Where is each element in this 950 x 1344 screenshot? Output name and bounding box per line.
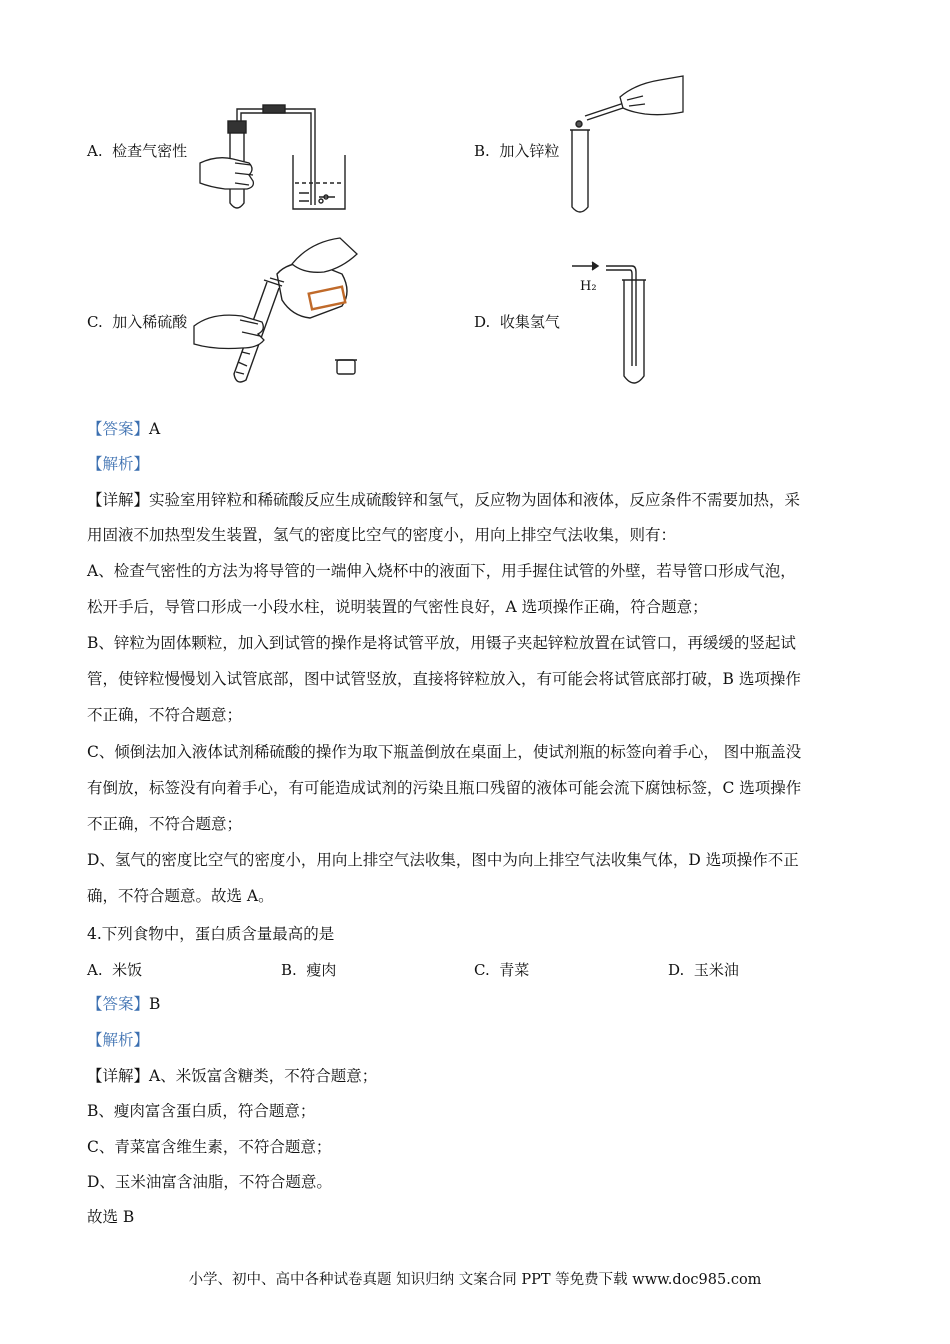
q3-answer: A (149, 420, 161, 438)
option-d-text: 收集氢气 (499, 313, 560, 331)
q3-detail-line-7: 不正确，不符合题意； (87, 706, 243, 724)
q3-detail-line-6: 管，使锌粒慢慢划入试管底部，图中试管竖放，直接将锌粒放入，有可能会将试管底部打破，B 选项操作 (87, 670, 801, 688)
option-d (474, 311, 560, 332)
q3-detail-line-2: 用固液不加热型发生装置，氢气的密度比空气的密度小，用向上排空气法收集，则有： (87, 526, 677, 544)
q3-detail-text-1: 实验室用锌粒和稀硫酸反应生成硫酸锌和氢气，反应物为固体和液体，反应条件不需要加热，采 (149, 491, 801, 509)
q4-stem: 4.下列食物中，蛋白质含量最高的是 (87, 925, 335, 943)
page-footer: 小学、初中、高中各种试卷真题 知识归纳 文案合同 PPT 等免费下载 www.doc985.com (188, 1272, 762, 1288)
q4-detail-label: 【详解】 (87, 1067, 150, 1085)
figure-adding-zinc (565, 72, 685, 217)
q3-detail-line-12: 确，不符合题意。故选 A。 (87, 887, 274, 905)
option-c (87, 311, 187, 332)
figure-collecting-hydrogen (568, 258, 668, 390)
option-c-letter: C. (87, 313, 103, 331)
h2-label: H₂ (580, 279, 597, 294)
q4-answer: B (149, 995, 161, 1013)
q4-option-d-text: 玉米油 (693, 961, 739, 979)
q3-detail-line-1 (87, 490, 800, 510)
q4-option-c (474, 959, 529, 980)
q3-detail-line-8: C、倾倒法加入液体试剂稀硫酸的操作为取下瓶盖倒放在桌面上，使试剂瓶的标签向着手心， 图中瓶盖没 (87, 743, 802, 761)
q4-detail-line-4: D、玉米油富含油脂，不符合题意。 (87, 1173, 332, 1191)
q3-detail-line-3: A、检查气密性的方法为将导管的一端伸入烧杯中的液面下，用手握住试管的外壁，若导管口形成气泡， (87, 562, 796, 580)
q4-answer-line (87, 994, 160, 1014)
q4-detail-text-1: A、米饭富含糖类，不符合题意； (149, 1067, 378, 1085)
q4-answer-label: 【答案】 (87, 995, 150, 1013)
option-c-text: 加入稀硫酸 (112, 313, 188, 331)
q3-detail-line-4: 松开手后，导管口形成一小段水柱，说明装置的气密性良好，A 选项操作正确，符合题意； (87, 598, 708, 616)
option-d-letter: D. (474, 313, 491, 331)
q4-detail-line-5: 故选 B (87, 1208, 135, 1226)
q4-detail-line-2: B、瘦肉富含蛋白质，符合题意； (87, 1102, 316, 1120)
q4-option-a (87, 959, 142, 980)
q3-detail-line-9: 有倒放，标签没有向着手心，有可能造成试剂的污染且瓶口残留的液体可能会流下腐蚀标签，C 选项操作 (87, 779, 802, 797)
q4-option-b (281, 959, 336, 980)
q4-option-a-text: 米饭 (112, 961, 143, 979)
q4-detail-line-1 (87, 1066, 377, 1086)
q4-option-b-text: 瘦肉 (306, 961, 337, 979)
q4-analysis-label: 【解析】 (87, 1031, 150, 1049)
q4-option-d-letter: D. (668, 961, 685, 979)
option-a-letter: A. (87, 142, 103, 160)
figure-airtightness-check (195, 103, 355, 218)
q4-option-c-text: 青菜 (499, 961, 530, 979)
figure-pouring-acid (192, 234, 367, 389)
q3-detail-line-5: B、锌粒为固体颗粒，加入到试管的操作是将试管平放，用镊子夹起锌粒放置在试管口，再缓缓的竖起试 (87, 634, 796, 652)
q4-option-c-letter: C. (474, 961, 490, 979)
option-b-text: 加入锌粒 (499, 142, 560, 160)
option-b-letter: B. (474, 142, 490, 160)
q4-option-b-letter: B. (281, 961, 297, 979)
q3-detail-label: 【详解】 (87, 491, 150, 509)
option-a-text: 检查气密性 (112, 142, 188, 160)
q4-option-d (668, 959, 739, 980)
q4-detail-line-3: C、青菜富含维生素，不符合题意； (87, 1138, 332, 1156)
q4-option-a-letter: A. (87, 961, 103, 979)
q3-answer-label: 【答案】 (87, 420, 150, 438)
option-a (87, 140, 187, 161)
q3-detail-line-10: 不正确，不符合题意； (87, 815, 243, 833)
q3-analysis-label: 【解析】 (87, 455, 150, 473)
q3-answer-line (87, 419, 160, 439)
q3-detail-line-11: D、氢气的密度比空气的密度小，用向上排空气法收集，图中为向上排空气法收集气体，D 选项操作不正 (87, 851, 799, 869)
option-b (474, 140, 559, 161)
